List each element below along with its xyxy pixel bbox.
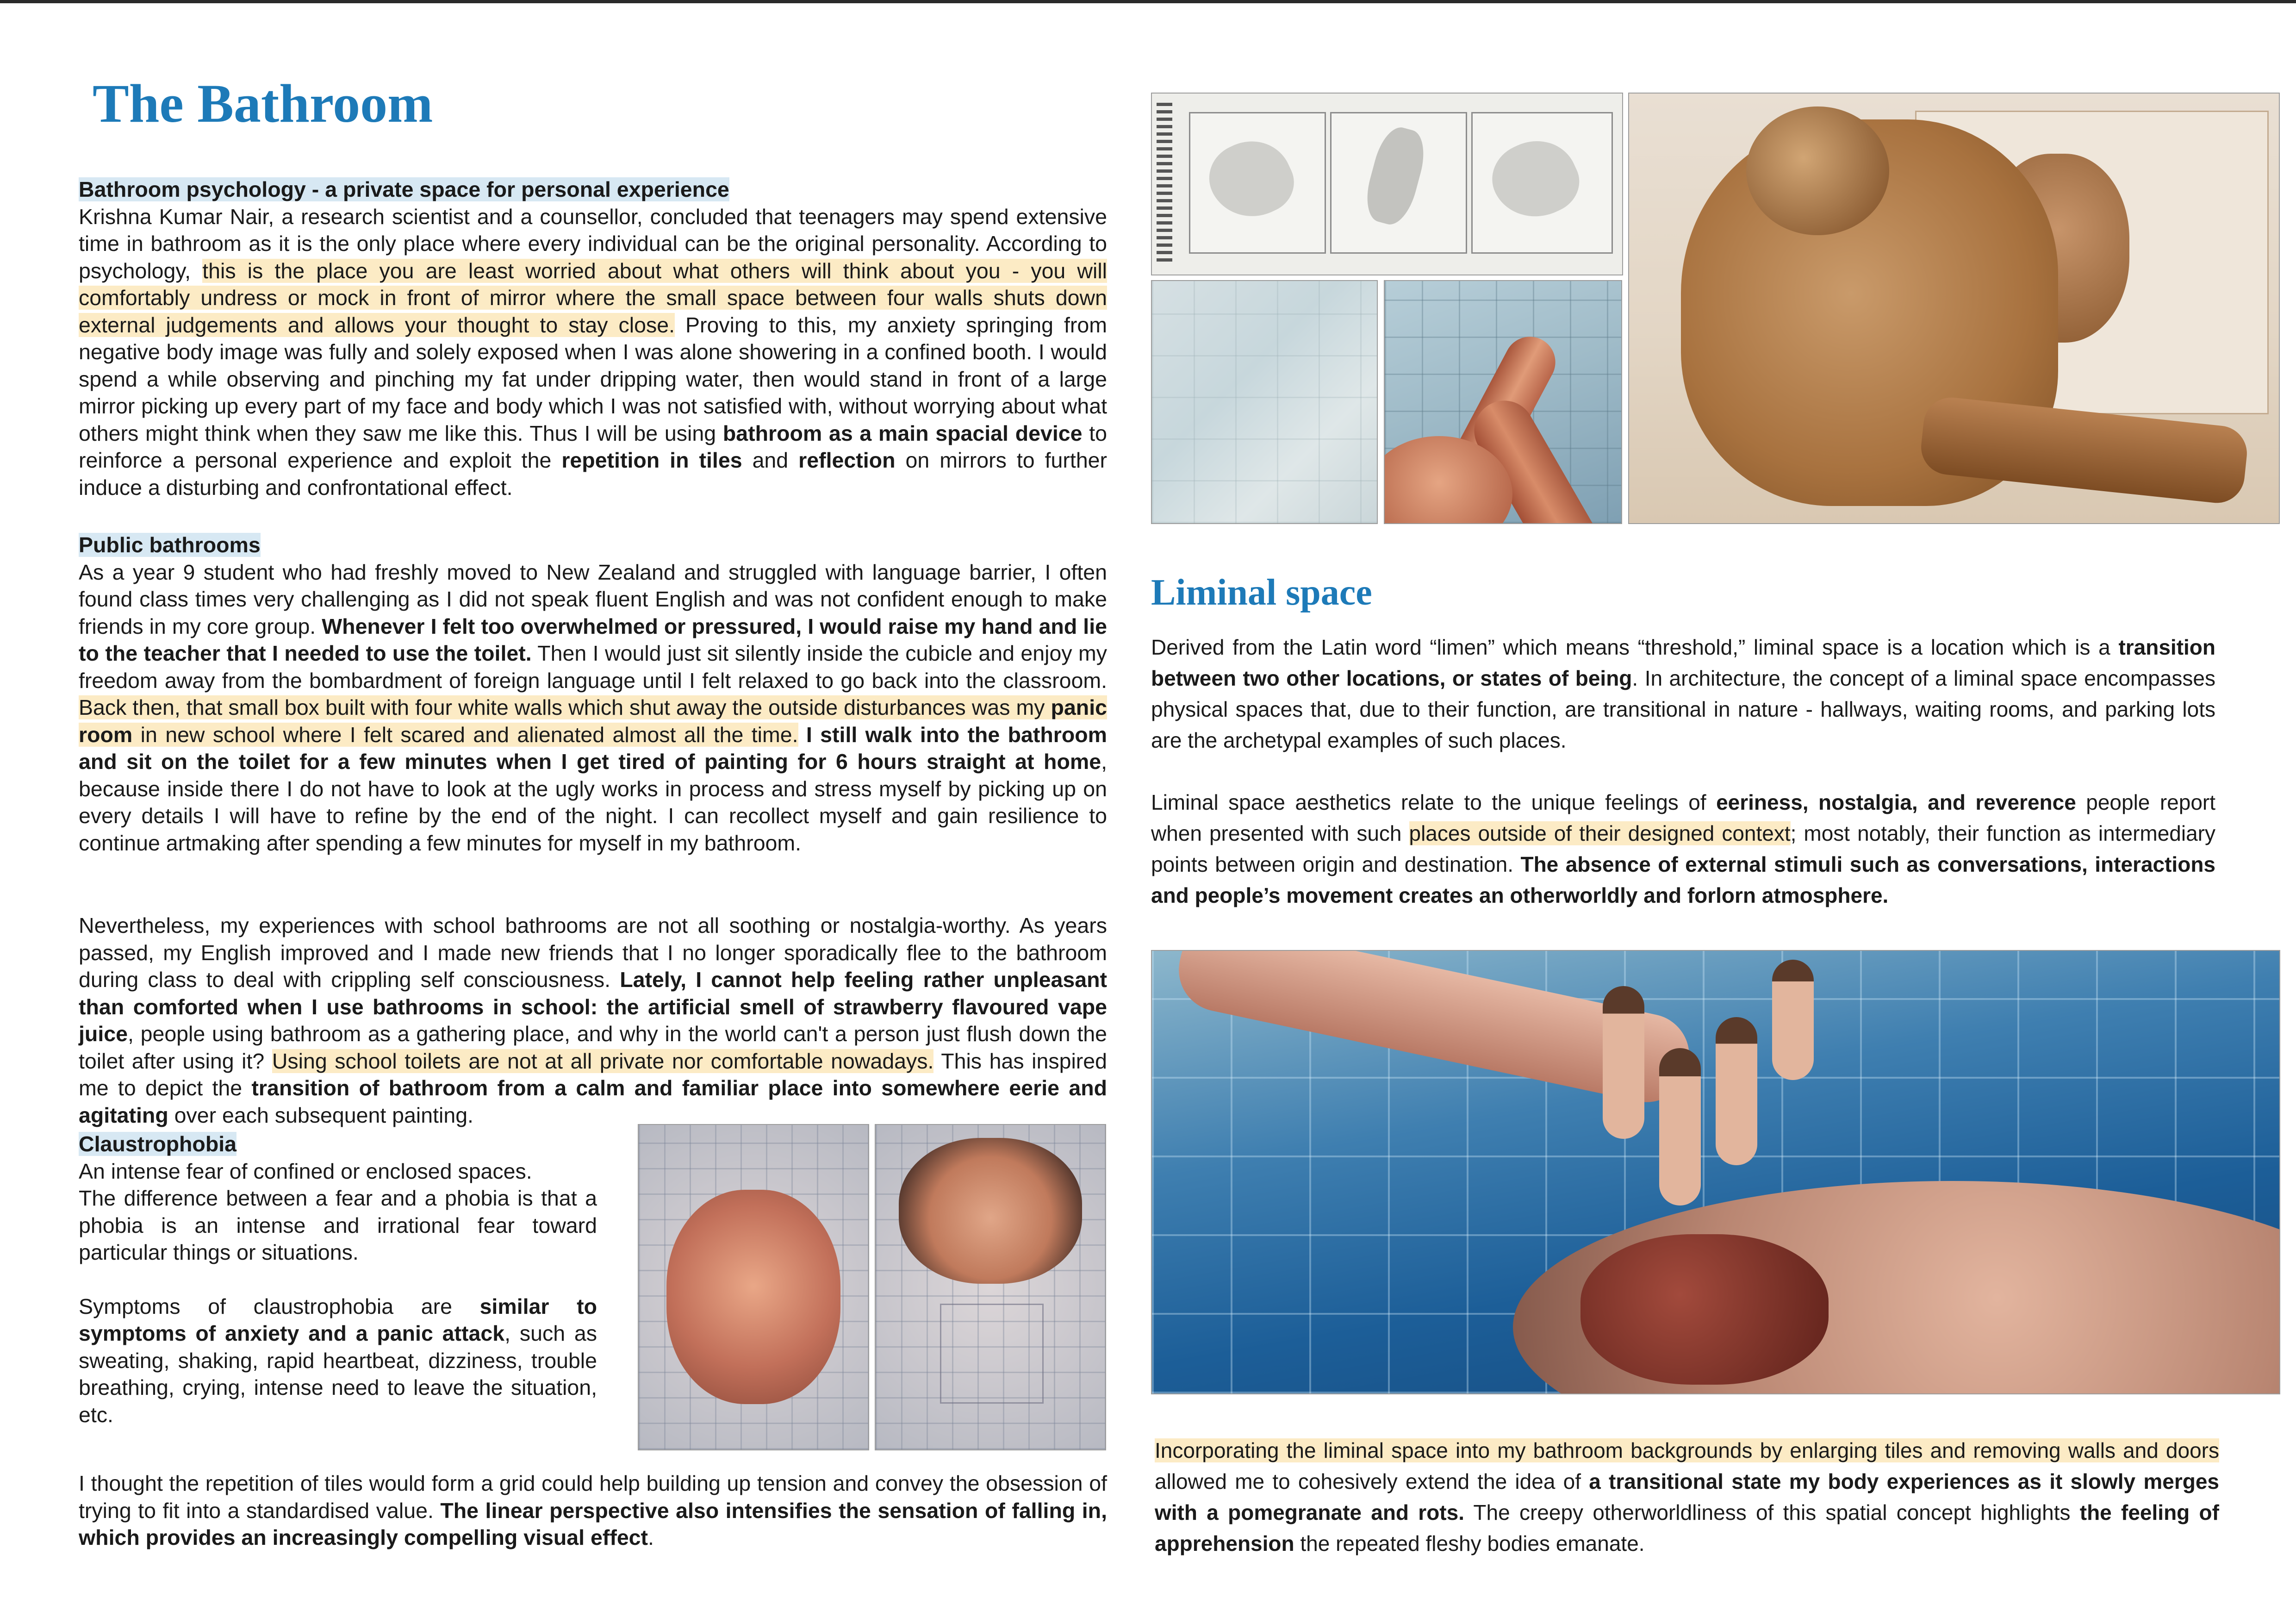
body-text: , such as sweating, shaking, rapid heartbeat, dizziness, trouble breathing, crying, intense need to leave the situation, etc.	[79, 1321, 597, 1427]
section-public-bathrooms	[79, 531, 1107, 856]
body-text: An intense fear of confined or enclosed spaces.	[79, 1159, 532, 1183]
sketch-panel	[1471, 112, 1613, 254]
highlighted-text: in new school where I felt scared and alienated almost all the time.	[132, 722, 798, 747]
body-text: Nevertheless, my experiences with school bathrooms are not all soothing or nostalgia-worthy. As years passed, my English improved and I made new friends that I no longer sporadically flee to the bathroom during class to deal with crippling self consciousness.	[79, 913, 1107, 992]
bold-text: transition of bathroom from a calm and familiar place into somewhere eerie and agitating	[79, 1076, 1107, 1127]
liminal-paragraph-2	[1151, 787, 2215, 911]
page-title: The Bathroom	[93, 73, 433, 134]
body-text: Symptoms of claustrophobia are	[79, 1294, 480, 1318]
sketchbook-thumbnails	[1151, 93, 1623, 275]
highlighted-text: Back then, that small box built with four white walls which shut away the outside disturbances was my	[79, 695, 1051, 719]
bold-text: repetition in tiles	[561, 448, 742, 472]
child-figure	[1772, 960, 1814, 1080]
body-text: .	[648, 1525, 654, 1549]
bold-text: a transitional state my body experiences as it slowly merges with a pomegranate and rots.	[1155, 1469, 2219, 1524]
bold-text: reflection	[798, 448, 896, 472]
painting-figure-in-tiled-box	[638, 1124, 869, 1450]
body-text: As a year 9 student who had freshly moved to New Zealand and struggled with language barrier, I often found class times very challenging as I did not speak fluent English and was not confident enough to make friends in my core group.	[79, 560, 1107, 638]
body-text: Liminal space aesthetics relate to the unique feelings of	[1151, 790, 1717, 814]
highlighted-text: Using school toilets are not at all private nor comfortable nowadays.	[272, 1049, 934, 1073]
painting-legs-on-tiles	[1384, 280, 1622, 524]
child-figure	[1603, 986, 1644, 1139]
curled-figure	[666, 1190, 841, 1404]
painting-liminal-pool	[1151, 950, 2280, 1394]
body-text: Krishna Kumar Nair, a research scientist and a counsellor, concluded that teenagers may spend extensive time in bathroom as it is the only place where every individual can be the original personality. According to psychology,	[79, 204, 1107, 283]
body-text: to reinforce a personal experience and exploit the	[79, 421, 1108, 472]
body-text: and	[742, 448, 799, 472]
body-text: The difference between a fear and a phobia is that a phobia is an intense and irrational fear toward particular things or situations.	[79, 1186, 597, 1264]
bold-text: transition between two other locations, or states of being	[1151, 635, 2215, 690]
body-text: , because inside there I do not have to look at the ugly works in process and stress myself by picking up on every details I will have to refine by the end of the night. I can recollect myself and gain resilience to continue artmaking after spending a few minutes for myself in my bathroom.	[79, 750, 1107, 855]
body-text: on mirrors to further induce a disturbing and confrontational effect.	[79, 448, 1108, 500]
body-text: . In architecture, the concept of a liminal space encompasses physical spaces that, due to their function, are transitional in nature - hallways, waiting rooms, and parking lots are the archetypal examples of such places.	[1151, 666, 2216, 752]
child-figure	[1659, 1048, 1701, 1206]
body-text: allowed me to cohesively extend the idea of	[1155, 1469, 1589, 1493]
bold-text: The absence of external stimuli such as conversations, interactions and people’s movement creates an otherworldly and forlorn atmosphere.	[1151, 852, 2215, 907]
body-text: This has inspired me to depict the	[79, 1049, 1107, 1100]
sketch-panel	[1330, 112, 1467, 254]
section-school-bathrooms	[79, 912, 1107, 1129]
bold-text: Lately, I cannot help feeling rather unpleasant than comforted when I use bathrooms in school: the artificial smell of strawberry flavoured vape juice	[79, 968, 1107, 1046]
section-bathroom-psychology	[79, 176, 1107, 501]
subheading-public-bathrooms: Public bathrooms	[79, 533, 261, 557]
top-border-rule	[0, 0, 2296, 3]
body-text: I thought the repetition of tiles would form a grid could help building up tension and convey the obsession of trying to fit into a standardised value.	[79, 1471, 1107, 1523]
child-figure	[1716, 1017, 1757, 1165]
section-tiles-perspective	[79, 1470, 1107, 1551]
body-text: the repeated fleshy bodies emanate.	[1294, 1531, 1645, 1555]
sepia-painting-mirror-figure	[1628, 93, 2280, 524]
body-text: Proving to this, my anxiety springing from negative body image was fully and solely exposed when I was alone showering in a confined booth. I would spend a while observing and pinching my fat under dripping water, then would stand in front of a large mirror picking up every part of my face and body which I was not satisfied with, without worrying about what others might think when they saw me like this. Thus I will be using	[79, 312, 1107, 445]
body-text: , people using bathroom as a gathering place, and why in the world can't a person just flush down the toilet after using it?	[79, 1022, 1107, 1073]
body-text: over each subsequent painting.	[168, 1103, 473, 1127]
highlighted-text: this is the place you are least worried about what others will think about you - you will comfortably undress or mock in front of mirror where the small space between four walls shuts down external judgements and allows your thought to stay close.	[79, 258, 1107, 337]
bold-text: the feeling of apprehension	[1155, 1500, 2219, 1555]
body-text: people report when presented with such	[1151, 790, 2215, 845]
painting-face-looking-down	[875, 1124, 1106, 1450]
watercolour-tile-study	[1151, 280, 1378, 524]
highlighted-bold-text: panic room	[79, 695, 1107, 747]
body-text: The creepy otherworldliness of this spatial concept highlights	[1464, 1500, 2080, 1524]
sketch-panel	[1189, 112, 1326, 254]
subheading-claustrophobia: Claustrophobia	[79, 1132, 237, 1156]
staring-face	[899, 1138, 1083, 1284]
liminal-paragraph-3	[1155, 1435, 2219, 1559]
body-text: Derived from the Latin word “limen” which means “threshold,” liminal space is a location which is a	[1151, 635, 2119, 659]
red-swimsuit	[1580, 1234, 1829, 1385]
subheading-bathroom-psychology: Bathroom psychology - a private space for personal experience	[79, 177, 729, 201]
bold-text: bathroom as a main spacial device	[722, 421, 1083, 445]
body-text: Then I would just sit silently inside the cubicle and enjoy my freedom away from the bombardment of foreign language until I felt relaxed to go back into the classroom.	[79, 641, 1107, 693]
bold-text: Whenever I felt too overwhelmed or pressured, I would raise my hand and lie to the teacher that I needed to use the toilet.	[79, 614, 1107, 665]
bold-text: The linear perspective also intensifies the sensation of falling in, which provides an increasingly compelling visual effect	[79, 1498, 1107, 1549]
figure-head	[1746, 106, 1889, 235]
body-text: ; most notably, their function as intermediary points between origin and destination.	[1151, 821, 2215, 876]
section-claustrophobia	[79, 1131, 597, 1428]
highlighted-text: places outside of their designed context	[1409, 821, 1791, 845]
liminal-paragraph-1	[1151, 632, 2215, 756]
bold-text: similar to symptoms of anxiety and a panic attack	[79, 1294, 597, 1345]
bold-text: eeriness, nostalgia, and reverence	[1716, 790, 2076, 814]
highlighted-text: Incorporating the liminal space into my bathroom backgrounds by enlarging tiles and removing walls and doors	[1155, 1438, 2219, 1462]
sketchbook-spiral	[1157, 103, 1172, 265]
heading-liminal-space: Liminal space	[1151, 572, 1372, 613]
bold-text: I still walk into the bathroom and sit on the toilet for a few minutes when I get tired of painting for 6 hours straight at home	[79, 722, 1107, 774]
